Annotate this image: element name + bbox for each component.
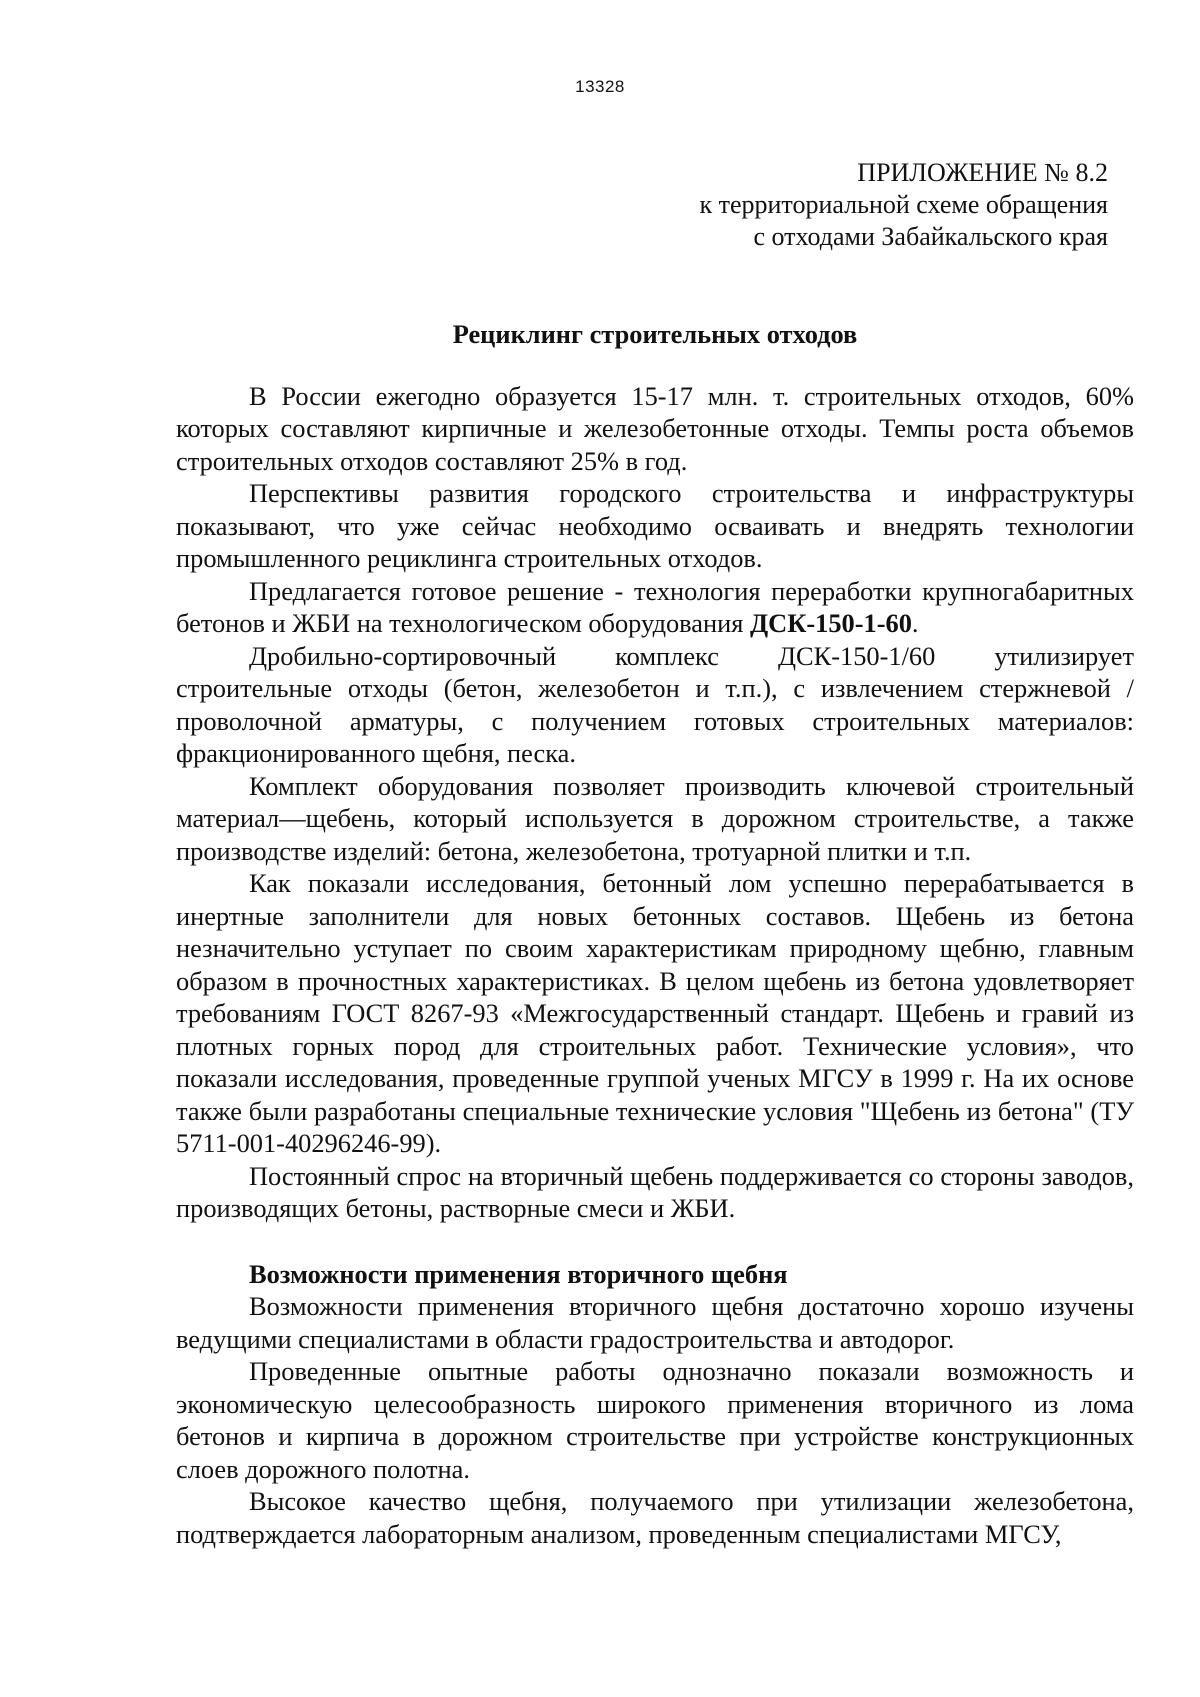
appendix-subtitle-line-2: с отходами Забайкальского края [753,222,1108,251]
paragraph-2: Перспективы развития городского строительства и инфраструктуры показывают, что уже сейчас необходимо осваивать и внедрять технологии промышленного рециклинга строительных отходов. [176,478,1134,573]
paragraph-1: В России ежегодно образуется 15-17 млн. т. строительных отходов, 60% которых составляют кирпичные и железобетонные отходы. Темпы роста объемов строительных отходов составляют 25% в год. [176,380,1134,476]
section-heading: Возможности применения вторичного щебня [249,1258,788,1289]
document-body [176,318,1134,1550]
paragraph-10: Высокое качество щебня, получаемого при утилизации железобетона, подтверждается лабораторным анализом, проведенным специалистами МГСУ, [176,1486,1134,1549]
paragraph-7: Постоянный спрос на вторичный щебень поддерживается со стороны заводов, производящих бетоны, растворные смеси и ЖБИ. [176,1160,1134,1223]
paragraph-6: Как показали исследования, бетонный лом успешно перерабатывается в инертные заполнители для новых бетонных составов. Щебень из бетона незначительно уступает по своим характеристикам природному щебню, главным образом в прочностных характеристиках. В целом щебень из бетона удовлетворяет требованиям ГОСТ 8267-93 «Межгосударственный стандарт. Щебень и гравий из плотных горных пород для строительных работ. Технические условия», что показали исследования, проведенные группой ученых МГСУ в 1999 г. На их основе также были разработаны специальные технические условия "Щебень из бетона" (ТУ 5711-001-40296246-99). [176,868,1134,1158]
document-title: Рециклинг строительных отходов [452,319,858,349]
paragraph-4: Дробильно-сортировочный комплекс ДСК-150-1/60 утилизирует строительные отходы (бетон, железобетон и т.п.), с извлечением стержневой /проволочной арматуры, с получением готовых строительных материалов: фракционированного щебня, песка. [176,640,1134,768]
appendix-header [348,157,1108,253]
paragraph-3-end: . [911,608,919,638]
paragraph-5: Комплект оборудования позволяет производить ключевой строительный материал—щебень, который используется в дорожном строительстве, а также производстве изделий: бетона, железобетона, тротуарной плитки и т.п. [176,770,1134,866]
paragraph-3 [176,575,1134,640]
paragraph-9: Проведенные опытные работы однозначно показали возможность и экономическую целесообразность широкого применения вторичного из лома бетонов и кирпича в дорожном строительстве при устройстве конструкционных слоев дорожного полотна. [176,1356,1134,1484]
appendix-subtitle-line-1: к территориальной схеме обращения [699,190,1108,219]
equipment-model: ДСК-150-1-60 [750,608,912,638]
paragraph-3-text: Предлагается готовое решение - технология переработки крупногабаритных бетонов и ЖБИ на технологическом оборудования [176,575,1134,638]
paragraph-8: Возможности применения вторичного щебня достаточно хорошо изучены ведущими специалистами в области градостроительства и автодорог. [176,1291,1134,1354]
appendix-number: ПРИЛОЖЕНИЕ № 8.2 [857,158,1108,187]
page-number: 13328 [575,77,625,96]
